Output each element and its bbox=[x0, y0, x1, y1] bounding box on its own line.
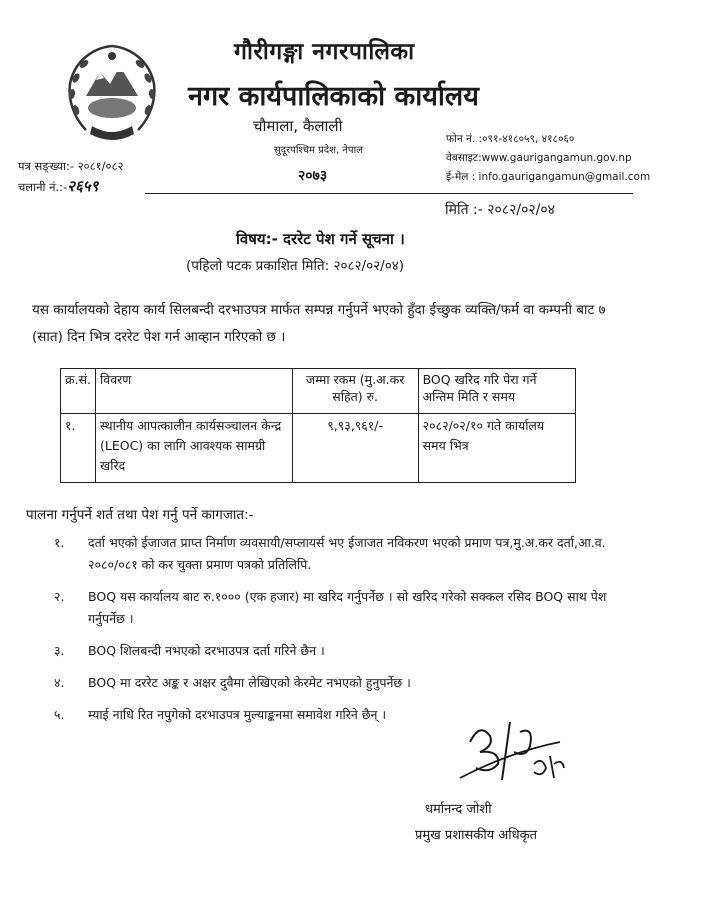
condition-number: ३. bbox=[54, 643, 65, 658]
condition-text: BOQ शिलबन्दी नभएको दरभाउपत्र दर्ता गरिने छैन । bbox=[88, 643, 325, 658]
ref-label: पत्र सङ्ख्या:- bbox=[18, 159, 75, 173]
condition-number: २. bbox=[54, 589, 65, 604]
established-year: २०७३ bbox=[298, 168, 328, 184]
condition-item bbox=[54, 640, 624, 662]
notice-date: मिति :- २०८२/०२/०४ bbox=[445, 202, 555, 218]
signatory-title: प्रमुख प्रशासकीय अधिकृत bbox=[415, 828, 538, 843]
table-header-row bbox=[61, 369, 576, 414]
condition-number: ४. bbox=[54, 675, 65, 690]
address-line1: चौमाला, कैलाली bbox=[253, 117, 343, 135]
conditions-heading: पालना गर्नुपर्ने शर्त तथा पेश गर्नु पर्ने कागजात:- bbox=[26, 507, 254, 523]
condition-text: BOQ मा दररेट अङ्क र अक्षर दुवैमा लेखिएको केरमेट नभएको हुनुपर्नेछ । bbox=[88, 675, 411, 690]
header-sn: क्र.सं. bbox=[61, 369, 96, 414]
cell-sn: १. bbox=[61, 414, 96, 483]
notice-body: यस कार्यालयको देहाय कार्य सिलबन्दी दरभाउपत्र मार्फत सम्पन्न गर्नुपर्ने भएको हुँदा ईच्छुक व्यक्ति/फर्म वा कम्पनी बाट ७ (सात) दिन भित्र दररेट पेश गर्न आव्हान गरिएको छ । bbox=[32, 302, 606, 345]
header-amount: जम्मा रकम (मु.अ.कर सहित) रु. bbox=[292, 369, 418, 414]
condition-item bbox=[54, 672, 624, 694]
first-published: (पहिलो पटक प्रकाशित मिति: २०८२/०२/०४) bbox=[186, 258, 405, 274]
condition-item bbox=[54, 586, 624, 630]
address-line2: सुदूरपश्चिम प्रदेश, नेपाल bbox=[274, 145, 363, 156]
header-boq: BOQ खरिद गरि पेरा गर्ने अन्तिम मिति र समय bbox=[418, 369, 575, 414]
table-row bbox=[61, 414, 576, 483]
condition-text: BOQ यस कार्यालय बाट रु.१००० (एक हजार) मा खरिद गर्नुपर्नेछ । सो खरिद गरेको सक्कल रसिद BOQ साथ पेश गर्नुपर्नेछ । bbox=[88, 589, 607, 626]
reference-block bbox=[18, 156, 123, 197]
condition-item bbox=[54, 532, 624, 576]
org-name: गौरीगङ्गा नगरपालिका bbox=[234, 39, 415, 65]
condition-text: म्याई नाधि रित नपुगेको दरभाउपत्र मुल्याङ्कनमा समावेश गरिने छैन् । bbox=[88, 707, 387, 722]
cell-description: स्थानीय आपत्कालीन कार्यसञ्चालन केन्द्र (LEOC) का लागि आवश्यक सामग्री खरिद bbox=[96, 414, 293, 483]
email: ई-मेल : info.gaurigangamun@gmail.com bbox=[446, 171, 651, 183]
dispatch-value: २६५९ bbox=[67, 177, 99, 195]
office-name: नगर कार्यपालिकाको कार्यालय bbox=[188, 81, 479, 112]
header-description: विवरण bbox=[96, 369, 293, 414]
cell-boq: २०८२/०२/१० गते कार्यालय समय भित्र bbox=[418, 414, 575, 483]
cell-amount: ९,९३,९६१/- bbox=[292, 414, 418, 483]
signatory-name: धर्मानन्द जोशी bbox=[425, 802, 492, 817]
signature-icon bbox=[450, 712, 570, 792]
condition-number: ५. bbox=[54, 707, 65, 722]
notice-table bbox=[60, 368, 576, 483]
contact-block bbox=[446, 130, 650, 187]
header-divider bbox=[145, 193, 633, 194]
conditions-list bbox=[54, 532, 624, 736]
ref-value: २०८१/०८२ bbox=[77, 159, 124, 173]
condition-text: दर्ता भएको ईजाजत प्राप्त निर्माण व्यवसायी/सप्लायर्स भए ईजाजत नविकरण भएको प्रमाण पत्र,मु.अ.कर दर्ता,आ.व. २०८०/०८१ को कर चुक्ता प्रमाण पत्रको प्रतिलिपि. bbox=[88, 535, 606, 572]
signatory-block bbox=[415, 797, 537, 849]
nepal-emblem-icon bbox=[62, 38, 162, 150]
website: वेबसाइट:www.gaurigangamun.gov.np bbox=[446, 152, 632, 164]
condition-number: १. bbox=[54, 535, 65, 550]
subject: विषय:- दररेट पेश गर्ने सूचना । bbox=[236, 230, 405, 248]
phone: फोन नं. :०९१-४१८०५९, ४१८०६० bbox=[446, 133, 575, 145]
dispatch-label: चलानी नं.:- bbox=[18, 180, 68, 194]
